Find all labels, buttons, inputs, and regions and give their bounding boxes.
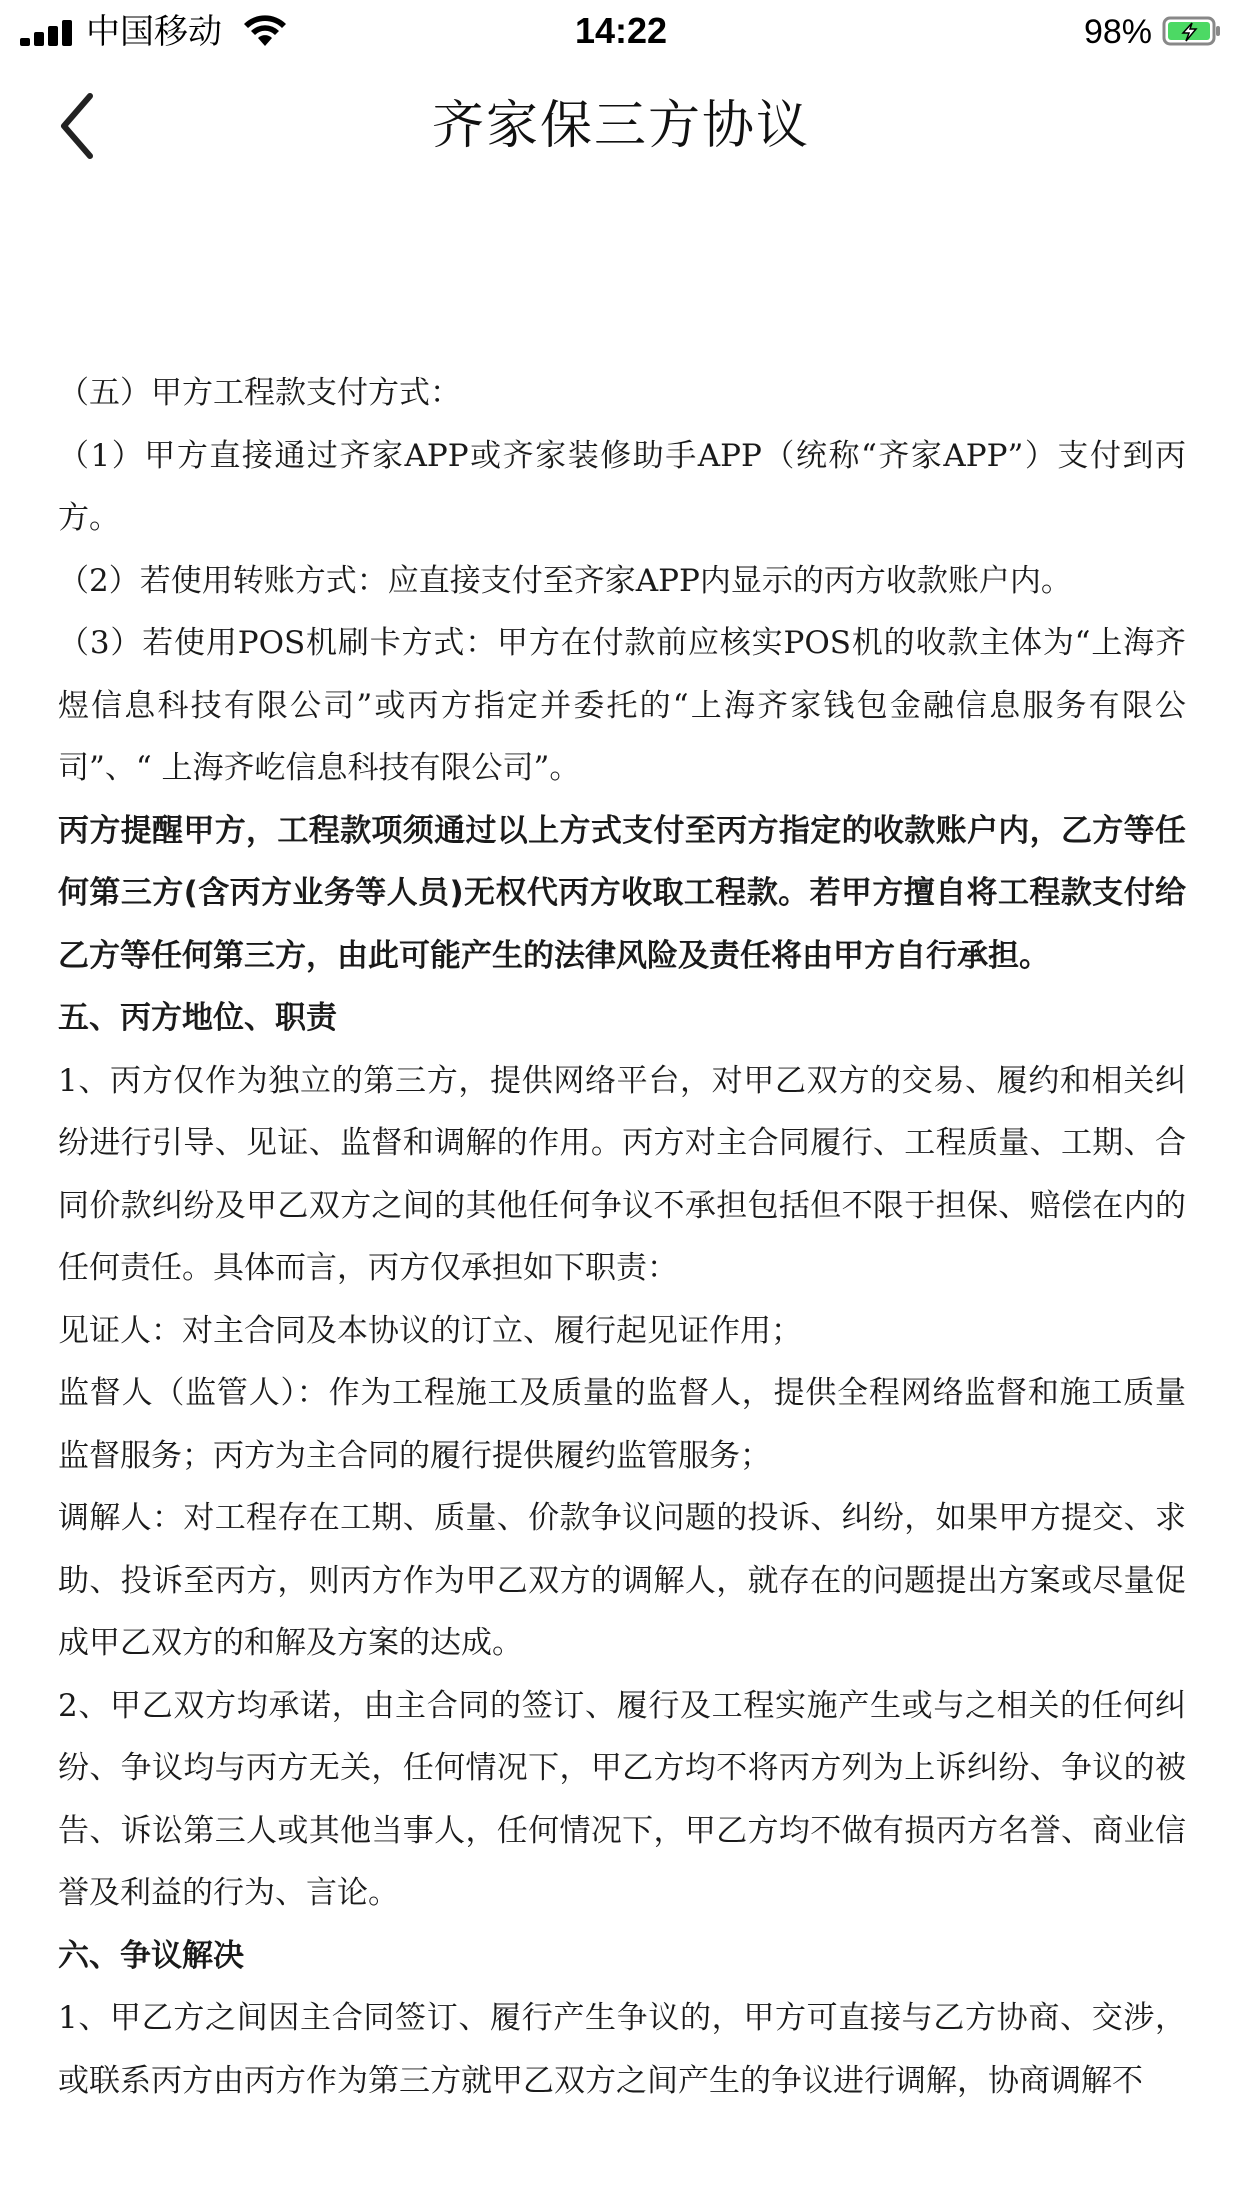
section-heading: 五、丙方地位、职责 (58, 1000, 337, 1036)
clock: 14:22 (574, 10, 668, 51)
battery-percent: 98% (1083, 13, 1152, 51)
section-heading: 六、争议解决 (58, 1937, 244, 1974)
paragraph: 见证人：对主合同及本协议的订立、履行起见证作用； (58, 1312, 802, 1349)
agreement-content (58, 362, 1186, 2112)
paragraph: （五）甲方工程款支付方式： (58, 375, 461, 411)
nav-bar (0, 64, 1242, 188)
status-bar (0, 0, 1242, 64)
page-title: 齐家保三方协议 (431, 97, 810, 155)
paragraph: 1、丙方仅作为独立的第三方，提供网络平台，对甲乙双方的交易、履约和相关纠纷进行引导、见证、监督和调解的作用。丙方对主合同履行、工程质量、工期、合同价款纠纷及甲乙双方之间的其他任何争议不承担包括但不限于担保、赔偿在内的任何责任。具体而言，丙方仅承担如下职责： (58, 1062, 1186, 1286)
paragraph: 监督人（监管人）：作为工程施工及质量的监督人，提供全程网络监督和施工质量监督服务；丙方为主合同的履行提供履约监管服务； (58, 1375, 1186, 1474)
carrier-name: 中国移动 (86, 13, 222, 51)
paragraph: 1、甲乙方之间因主合同签订、履行产生争议的，甲方可直接与乙方协商、交涉，或联系丙方由丙方作为第三方就甲乙双方之间产生的争议进行调解，协商调解不 (58, 2000, 1186, 2099)
battery-charging-icon (1162, 14, 1222, 48)
paragraph: （3）若使用POS机刷卡方式：甲方在付款前应核实POS机的收款主体为“上海齐煜信息科技有限公司”或丙方指定并委托的“上海齐家钱包金融信息服务有限公司”、“ 上海齐屹信息科技有限公司”。 (58, 625, 1186, 786)
paragraph: 调解人：对工程存在工期、质量、价款争议问题的投诉、纠纷，如果甲方提交、求助、投诉至丙方，则丙方作为甲乙双方的调解人，就存在的问题提出方案或尽量促成甲乙双方的和解及方案的达成。 (58, 1500, 1186, 1661)
paragraph: 2、甲乙双方均承诺，由主合同的签订、履行及工程实施产生或与之相关的任何纠纷、争议均与丙方无关，任何情况下，甲乙方均不将丙方列为上诉纠纷、争议的被告、诉讼第三人或其他当事人，任何情况下，甲乙方均不做有损丙方名誉、商业信誉及利益的行为、言论。 (58, 1687, 1186, 1911)
paragraph: （1）甲方直接通过齐家APP或齐家装修助手APP（统称“齐家APP”）支付到丙方。 (58, 437, 1186, 536)
bold-notice-paragraph: 丙方提醒甲方，工程款项须通过以上方式支付至丙方指定的收款账户内，乙方等任何第三方(含丙方业务等人员)无权代丙方收取工程款。若甲方擅自将工程款支付给乙方等任何第三方，由此可能产生的法律风险及责任将由甲方自行承担。 (58, 812, 1186, 974)
paragraph: （2）若使用转账方式：应直接支付至齐家APP内显示的丙方收款账户内。 (58, 562, 1072, 599)
